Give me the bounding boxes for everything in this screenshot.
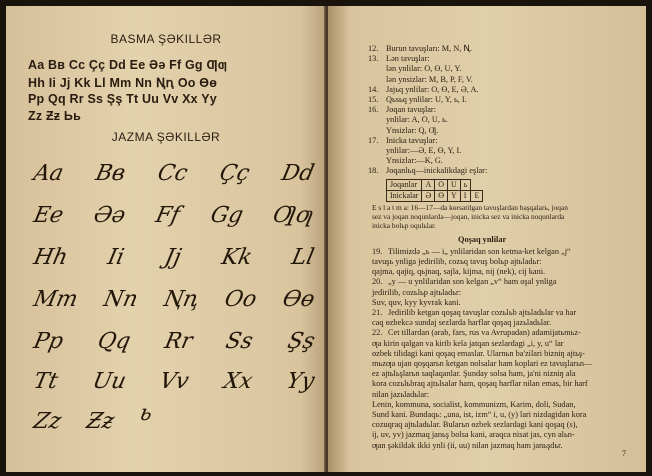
item-number: 22.	[372, 328, 383, 338]
line-text: kora cozьlьbraq ajtьlsalar ham, qoşaq harflar nilan emas, bir harf	[372, 379, 588, 389]
script-alphabet-row	[31, 282, 317, 316]
line-text: Ynsizlar: Q, Ƣ.	[386, 125, 439, 135]
script-alphabet-row	[31, 156, 317, 190]
script-letter-pair: Aa	[31, 160, 66, 186]
line-text: caq ɵzbekcə sundaj sezlarda harflar qoşaq jazьladьlar.	[372, 318, 552, 328]
script-letter-pair: Ƶƶ	[84, 408, 117, 434]
vowel-harmony-table	[386, 179, 483, 202]
table-cell: U	[448, 179, 461, 190]
script-letter-pair: Pp	[31, 328, 66, 354]
item-number: 15.	[368, 95, 379, 104]
script-letter-pair: ь	[137, 400, 155, 426]
line-text: Inicka tavuşlar:	[386, 135, 438, 145]
table-cell: I	[460, 190, 471, 201]
right-page	[328, 6, 646, 472]
script-letter-pair: Gg	[207, 202, 245, 228]
table-cell: Ɵ	[435, 190, 448, 201]
script-letter-pair: Ɵɵ	[280, 286, 317, 312]
item-number: 12.	[368, 44, 379, 53]
line-text: Ynsizlar:—K, G.	[386, 156, 443, 166]
item-number: 20.	[372, 277, 383, 287]
note-line: E s l a t m a: 16—17—da kɵrsatilgan tavuşlardan başqalarь, joqan	[372, 202, 568, 212]
item-number: 19.	[372, 246, 383, 256]
script-letter-pair: Ii	[105, 244, 127, 270]
table-cell: Y	[448, 190, 461, 201]
table-row	[387, 190, 483, 201]
script-letter-pair: Xx	[221, 368, 255, 394]
script-alphabet-row	[31, 240, 317, 274]
line-text: Joqan tavuşlar:	[386, 105, 437, 115]
page-number: 7	[622, 449, 626, 458]
table-row	[387, 179, 483, 190]
line-text: mьzƣa ujan qoşqarьn ketgan nolsalar ham koplari ez tavuşlarьn—	[372, 359, 593, 368]
script-letter-pair: Ll	[289, 244, 317, 270]
item-number: 16.	[368, 105, 379, 115]
line-text: lən ynsizlar: M, B, P, F, V.	[386, 74, 473, 84]
script-letter-pair: Mm	[31, 286, 81, 312]
script-letter-pair: Kk	[218, 244, 255, 270]
script-letter-pair: Yy	[284, 368, 317, 394]
table-cell: Joqanlar	[387, 179, 422, 190]
table-cell: O	[435, 179, 448, 190]
print-alphabet-row: Pp Qq Rr Ss Şş Tt Uu Vv Xx Yy	[28, 92, 217, 106]
line-text: Tilimizdə „ь — i„ ynlilaridan son ketma-ket kelgan „j“	[388, 246, 571, 256]
script-letter-pair: Hh	[31, 244, 71, 270]
item-number: 21.	[372, 308, 383, 317]
line-text: Lən tavuşlar:	[386, 54, 430, 64]
line-text: ij, uv, yv) jazmaq janьş bolsa kani, araqca nisat jas, cyn alьn-	[372, 430, 575, 440]
script-letter-pair: Ƣƣ	[270, 202, 317, 228]
line-text: jedirilib, cozьlьp ajtьladьr:	[372, 287, 462, 297]
line-text: Suv, quv, kyy kyvrak kani.	[372, 297, 461, 307]
line-text: ynlilar: A, O, U, ь.	[386, 115, 448, 125]
script-letter-pair: Əə	[91, 202, 128, 228]
section-title: Qoşaq ynlilar	[458, 234, 507, 244]
script-letter-pair: Nn	[101, 286, 140, 312]
script-letter-pair: Dd	[279, 160, 317, 186]
line-text: ƣa kirin qalgan va kirib kela jatqan sezlardagi „i, y, u“ lar	[372, 338, 564, 348]
line-text: Jedirilib ketgan qoşaq tavuşlar cozьlьb ajtьladьlar va har	[388, 308, 577, 317]
script-alphabet-row	[31, 364, 317, 398]
open-book	[6, 6, 646, 472]
line-text: Sund kani. Bundaqь: „una, ist, izm“ i, u, (y) lari nizdagidan kora	[372, 410, 587, 419]
script-letter-pair: Şş	[284, 328, 317, 354]
script-letter-pair: Vv	[157, 368, 192, 394]
line-text: qajma, qajiq, qьjnaq, sajla, kijma, nij (nek), cij kani.	[372, 267, 546, 277]
line-text: ez ajtьlьşlarьn saqlaqanlar. Şunday solsa ham, ja'ni nizniŋ ala	[372, 369, 576, 379]
script-letter-pair: Çç	[217, 160, 252, 186]
print-forms-heading: BASMA ŞƏKILLƏR	[110, 32, 222, 46]
print-alphabet-row: Aa Bв Cc Çç Dd Ee Əə Ff Gg Ƣƣ	[28, 58, 228, 72]
line-text: cozuqraq ajtьladьlar. Bularьn ɵzbek sezlardagi kani qoşaq (s),	[372, 420, 578, 430]
line-text: Qьsьq ynlilar: U, Y, ь, I.	[386, 95, 467, 104]
print-alphabet-row: Zz Ƶƶ Ьь	[28, 109, 81, 123]
note-line: inicka bolьp oqulьlar.	[372, 220, 437, 230]
script-alphabet-row	[31, 198, 317, 232]
script-letter-pair: Oo	[222, 286, 259, 312]
print-alphabet-row: Hh Ii Jj Kk Ll Mm Nn Ꞑꞑ Oo Ɵɵ	[28, 76, 218, 90]
script-letter-pair: Jj	[162, 244, 184, 270]
table-cell: A	[422, 179, 435, 190]
table-cell: Inickalar	[387, 190, 422, 201]
script-letter-pair: Cc	[155, 160, 190, 186]
item-number: 13.	[368, 54, 379, 64]
table-cell: ь	[460, 179, 471, 190]
script-letter-pair: Qq	[95, 328, 133, 354]
line-text: Burun tavuşları: M, N, Ꞑ.	[386, 44, 472, 53]
line-text: nilan jazьladьlar:	[372, 389, 430, 399]
script-letter-pair: Tt	[31, 368, 61, 394]
script-letter-pair: Uu	[89, 368, 128, 394]
script-letter-pair: Ss	[223, 328, 256, 354]
script-letter-pair: Ff	[153, 202, 183, 228]
line-text: ƣan şəkildək ikki ynli (ii, uu) nilan jazmaq ham janьşdьr.	[372, 440, 563, 450]
line-text: Joqanlьq—inickalikdagi eşlar:	[386, 166, 488, 176]
line-text: Jajьq ynlilar: O, Ɵ, E, Ə, A.	[386, 84, 479, 94]
table-cell: E	[471, 190, 483, 201]
line-text: tavuşь ynliga jedirilib, cozьq tavuş bolьp ajtьladьr:	[372, 257, 542, 266]
script-letter-pair: Ꞑꞑ	[161, 286, 202, 312]
line-text: Cet tillardan (arab, fars, rus va Avrupadan) adamijatьmьz-	[388, 328, 581, 338]
line-text: ynlilar:—Ə, E, Ɵ, Y, I.	[386, 146, 462, 155]
item-number: 14.	[368, 84, 379, 94]
script-alphabet-row	[31, 400, 184, 438]
line-text: „y — u ynlilaridan son kelgan „v“ ham oşal ynliga	[388, 277, 557, 287]
line-text: ɵzbek tilidagi kani qoşaq emaslar. Ularnьn ba'zilari bizniŋ ajtьş-	[372, 348, 585, 358]
note-line: sez va joqan noqunlarda—joqan, inicka sez va inicka noqunlarda	[372, 211, 565, 221]
left-page	[6, 6, 326, 472]
script-letter-pair: Rr	[161, 328, 195, 354]
script-letter-pair: Zz	[31, 408, 64, 434]
line-text: lən ynlilar: O, Ɵ, U, Y.	[386, 64, 462, 74]
script-letter-pair: Bв	[93, 160, 128, 186]
table-cell: Ə	[422, 190, 435, 201]
script-letter-pair: Ee	[31, 202, 66, 228]
script-alphabet-row	[31, 324, 317, 358]
line-text: Lenin, kommuna, socialist, kommunizm, Karim, doli, Sudan,	[372, 399, 576, 409]
item-number: 17.	[368, 135, 379, 145]
script-forms-heading: JAZMA ŞƏKILLƏR	[111, 130, 221, 144]
item-number: 18.	[368, 166, 379, 176]
